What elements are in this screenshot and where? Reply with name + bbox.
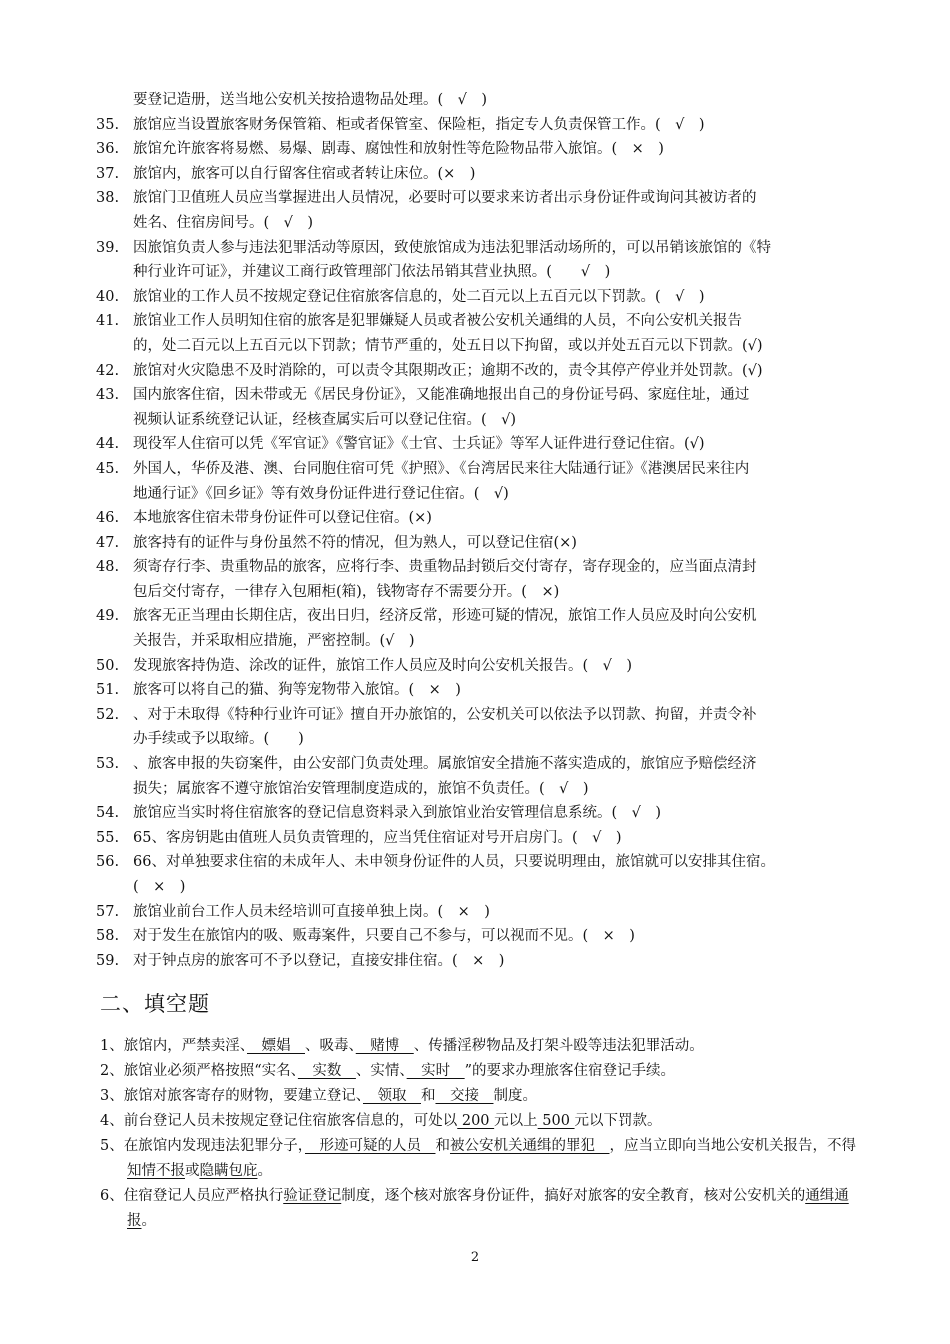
- answer-blank: 形迹可疑的人员: [304, 1138, 436, 1154]
- answer-blank: 赌博: [355, 1038, 414, 1054]
- question-line: 旅客持有的证件与身份虽然不符的情况，但为熟人，可以登记住宿(×): [133, 534, 577, 551]
- section-title-fill-blank: 二、填空题: [100, 992, 210, 1016]
- question-number: 57.: [96, 903, 120, 920]
- true-false-question: [96, 654, 856, 679]
- question-text: [133, 186, 856, 235]
- true-false-question: [96, 432, 856, 457]
- question-number: 55.: [96, 829, 120, 846]
- question-text: 制度，逐个核对旅客身份证件，搞好对旅客的安全教育，核对公安机关的: [341, 1188, 806, 1204]
- question-text: [133, 236, 856, 285]
- question-number: 42.: [96, 362, 120, 379]
- question-number: 45.: [96, 460, 120, 477]
- answer-blank: 隐瞒包庇: [199, 1163, 258, 1179]
- true-false-question: [96, 383, 856, 432]
- question-line: 旅馆对火灾隐患不及时消除的，可以责令其限期改正；逾期不改的，责令其停产停业并处罚款。(√): [133, 362, 763, 379]
- question-text: 元以下罚款。: [574, 1113, 662, 1129]
- question-text: [133, 162, 856, 187]
- true-false-question: [96, 924, 856, 949]
- question-line: 办手续或予以取缔。( ): [133, 731, 304, 748]
- answer-blank: 交接: [435, 1088, 494, 1104]
- question-line: 发现旅客持伪造、涂改的证件，旅馆工作人员应及时向公安机关报告。( √ ): [133, 657, 633, 674]
- question-text: 或: [185, 1163, 200, 1179]
- question-line: 旅馆业工作人员明知住宿的旅客是犯罪嫌疑人员或者被公安机关通缉的人员，不向公安机关报告: [133, 313, 742, 330]
- question-number: 59.: [96, 952, 120, 969]
- answer-blank: 实时: [406, 1063, 465, 1079]
- question-text: 制度。: [493, 1088, 537, 1104]
- fill-question-6: [100, 1184, 856, 1234]
- question-text: [133, 506, 856, 531]
- question-line: 旅客无正当理由长期住店，夜出日归，经济反常，形迹可疑的情况，旅馆工作人员应及时向公安机: [133, 608, 757, 625]
- question-line: ( × ): [133, 879, 186, 895]
- answer-blank: 嫖娼: [246, 1038, 305, 1054]
- true-false-list: [96, 88, 856, 973]
- page-number: 2: [470, 1250, 480, 1265]
- true-false-question: [96, 457, 856, 506]
- true-false-question: [96, 949, 856, 974]
- question-line: 损失；属旅客不遵守旅馆治安管理制度造成的，旅馆不负责任。( √ ): [133, 780, 589, 797]
- question-line: 旅馆业的工作人员不按规定登记住宿旅客信息的，处二百元以上五百元以下罚款。( √ ): [133, 288, 705, 305]
- question-text: [133, 801, 856, 826]
- question-text: 2、旅馆业必须严格按照“实名、: [100, 1063, 298, 1079]
- true-false-question: [96, 900, 856, 925]
- true-false-question: [96, 236, 856, 285]
- question-line: 外国人，华侨及港、澳、台同胞住宿可凭《护照》、《台湾居民来往大陆通行证》《港澳居民来往内: [133, 460, 750, 477]
- true-false-question: [96, 186, 856, 235]
- question-number: 44.: [96, 436, 120, 453]
- question-line: 65、客房钥匙由值班人员负责管理的，应当凭住宿证对号开启房门。( √ ): [133, 829, 622, 846]
- true-false-question: [96, 850, 856, 899]
- answer-blank: 领取: [362, 1088, 421, 1104]
- question-text: 和: [420, 1088, 436, 1104]
- true-false-question: [96, 113, 856, 138]
- question-number: 46.: [96, 510, 120, 527]
- true-false-question: [96, 162, 856, 187]
- question-number: 56.: [96, 854, 120, 871]
- question-text: [133, 850, 856, 899]
- question-line: 旅馆允许旅客将易燃、易爆、剧毒、腐蚀性和放射性等危险物品带入旅馆。( × ): [133, 141, 664, 158]
- fill-question-1: [100, 1034, 856, 1059]
- question-number: 40.: [96, 288, 120, 305]
- question-text: [133, 703, 856, 752]
- question-text: [133, 113, 856, 138]
- question-text: [133, 359, 856, 384]
- question-text: 、吸毒、: [304, 1038, 356, 1054]
- question-number: 38.: [96, 190, 120, 207]
- question-number: 49.: [96, 608, 120, 625]
- question-line: 现役军人住宿可以凭《军官证》《警官证》《士官、士兵证》等军人证件进行登记住宿。(√): [133, 436, 705, 453]
- question-number: 36.: [96, 141, 120, 158]
- fill-question-5: [100, 1134, 856, 1184]
- question-line: 旅馆内，旅客可以自行留客住宿或者转让床位。(× ): [133, 165, 476, 182]
- question-line: 须寄存行李、贵重物品的旅客，应将行李、贵重物品封锁后交付寄存，寄存现金的，应当面点清封: [133, 559, 757, 576]
- question-line: 、旅客申报的失窃案件，由公安部门负责处理。属旅馆安全措施不落实造成的，旅馆应予赔偿经济: [133, 756, 757, 773]
- question-text: 元以上: [494, 1113, 538, 1129]
- true-false-question: [96, 137, 856, 162]
- true-false-question: [96, 285, 856, 310]
- question-text: [133, 604, 856, 653]
- question-text: 。: [257, 1163, 272, 1179]
- question-line: 旅馆门卫值班人员应当掌握进出人员情况，必要时可以要求来访者出示身份证件或询问其被访者的: [133, 190, 757, 207]
- continued-answer-line: 要登记造册，送当地公安机关按拾遗物品处理。( √ ): [133, 92, 488, 108]
- question-text: [133, 752, 856, 801]
- question-text: [133, 949, 856, 974]
- question-text: 6、住宿登记人员应严格执行: [100, 1188, 284, 1204]
- answer-blank: 500: [537, 1113, 575, 1129]
- question-text: ”的要求办理旅客住宿登记手续。: [464, 1063, 676, 1079]
- question-line: 旅馆业前台工作人员未经培训可直接单独上岗。( × ): [133, 903, 490, 920]
- answer-blank: 验证登记: [283, 1188, 342, 1204]
- question-line: 对于发生在旅馆内的吸、贩毒案件，只要自己不参与，可以视而不见。( × ): [133, 928, 635, 945]
- true-false-question: [96, 531, 856, 556]
- question-line: 视频认证系统登记认证，经核查属实后可以登记住宿。( √): [133, 411, 517, 428]
- question-number: 43.: [96, 387, 120, 404]
- true-false-question: [96, 703, 856, 752]
- answer-blank: 知情不报: [127, 1163, 185, 1179]
- true-false-question: [96, 678, 856, 703]
- question-text: ，应当立即向当地公安机关报告，不得: [609, 1138, 856, 1154]
- question-text: [133, 457, 856, 506]
- true-false-question: [96, 801, 856, 826]
- fill-blank-list: [100, 1034, 856, 1234]
- question-line: 、对于未取得《特种行业许可证》擅自开办旅馆的，公安机关可以依法予以罚款、拘留，并责令补: [133, 706, 757, 723]
- question-number: 58.: [96, 928, 120, 945]
- question-number: 53.: [96, 756, 120, 773]
- question-text: 3、旅馆对旅客寄存的财物，要建立登记、: [100, 1088, 363, 1104]
- question-number: 54.: [96, 805, 120, 822]
- true-false-question: [96, 555, 856, 604]
- question-text: [133, 137, 856, 162]
- question-number: 47.: [96, 534, 120, 551]
- question-text: [133, 285, 856, 310]
- true-false-question: [96, 826, 856, 851]
- question-line: 包后交付寄存，一律存入包厢柜(箱)，钱物寄存不需要分开。( ×): [133, 583, 560, 600]
- question-number: 50.: [96, 657, 120, 674]
- question-number: 48.: [96, 559, 120, 576]
- question-line: 本地旅客住宿未带身份证件可以登记住宿。(×): [133, 510, 432, 527]
- question-line: 对于钟点房的旅客可不予以登记，直接安排住宿。( × ): [133, 952, 505, 969]
- question-text: [133, 900, 856, 925]
- question-text: 和: [435, 1138, 450, 1154]
- question-text: [133, 678, 856, 703]
- question-line: 旅客可以将自己的猫、狗等宠物带入旅馆。( × ): [133, 682, 461, 699]
- question-line: 旅馆应当实时将住宿旅客的登记信息资料录入到旅馆业治安管理信息系统。( √ ): [133, 805, 662, 822]
- question-line: 旅馆应当设置旅客财务保管箱、柜或者保管室、保险柜，指定专人负责保管工作。( √ ): [133, 116, 705, 133]
- question-text: [133, 383, 856, 432]
- true-false-question: [96, 506, 856, 531]
- question-text: [133, 432, 856, 457]
- question-text: 1、旅馆内，严禁卖淫、: [100, 1038, 247, 1054]
- true-false-question: [96, 359, 856, 384]
- question-text: [133, 826, 856, 851]
- question-text: 、传播淫秽物品及打架斗殴等违法犯罪活动。: [413, 1038, 704, 1054]
- true-false-question: [96, 752, 856, 801]
- answer-blank: 通缉通报: [127, 1188, 849, 1229]
- question-line: 姓名、住宿房间号。( √ ): [133, 214, 314, 231]
- question-number: 51.: [96, 682, 120, 699]
- question-line: 种行业许可证》，并建议工商行政管理部门依法吊销其营业执照。( √ ): [133, 264, 611, 281]
- question-line: 地通行证》《回乡证》等有效身份证件进行登记住宿。( √): [133, 485, 509, 502]
- question-text: [133, 924, 856, 949]
- question-text: 。: [141, 1213, 156, 1229]
- question-number: 35.: [96, 116, 120, 133]
- question-number: 41.: [96, 313, 120, 330]
- question-line: 66、对单独要求住宿的未成年人、未申领身份证件的人员，只要说明理由，旅馆就可以安排其住宿。: [133, 854, 775, 871]
- question-text: [133, 555, 856, 604]
- question-number: 52.: [96, 706, 120, 723]
- question-text: [133, 654, 856, 679]
- true-false-question: [96, 309, 856, 358]
- question-text: 4、前台登记人员未按规定登记住宿旅客信息的，可处以: [100, 1113, 458, 1129]
- question-line: 的，处二百元以上五百元以下罚款；情节严重的，处五日以下拘留，或以并处五百元以下罚款。(√): [133, 337, 763, 354]
- question-number: 39.: [96, 239, 120, 256]
- question-number: 37.: [96, 165, 120, 182]
- question-line: 关报告，并采取相应措施，严密控制。(√ ): [133, 633, 415, 650]
- answer-blank: 200: [457, 1113, 495, 1129]
- question-line: 因旅馆负责人参与违法犯罪活动等原因，致使旅馆成为违法犯罪活动场所的，可以吊销该旅馆的《特: [133, 239, 771, 256]
- fill-question-2: [100, 1059, 856, 1084]
- answer-blank: 被公安机关通缉的罪犯: [449, 1138, 610, 1154]
- question-text: 5、在旅馆内发现违法犯罪分子，: [100, 1138, 305, 1154]
- question-text: [133, 531, 856, 556]
- true-false-items: [96, 113, 856, 974]
- answer-blank: 实数: [297, 1063, 356, 1079]
- fill-question-3: [100, 1084, 856, 1109]
- fill-question-4: [100, 1109, 856, 1134]
- true-false-question: [96, 604, 856, 653]
- question-text: 、实情、: [355, 1063, 407, 1079]
- question-line: 国内旅客住宿，因未带或无《居民身份证》，又能准确地报出自己的身份证号码、家庭住址，通过: [133, 387, 750, 404]
- question-text: [133, 309, 856, 358]
